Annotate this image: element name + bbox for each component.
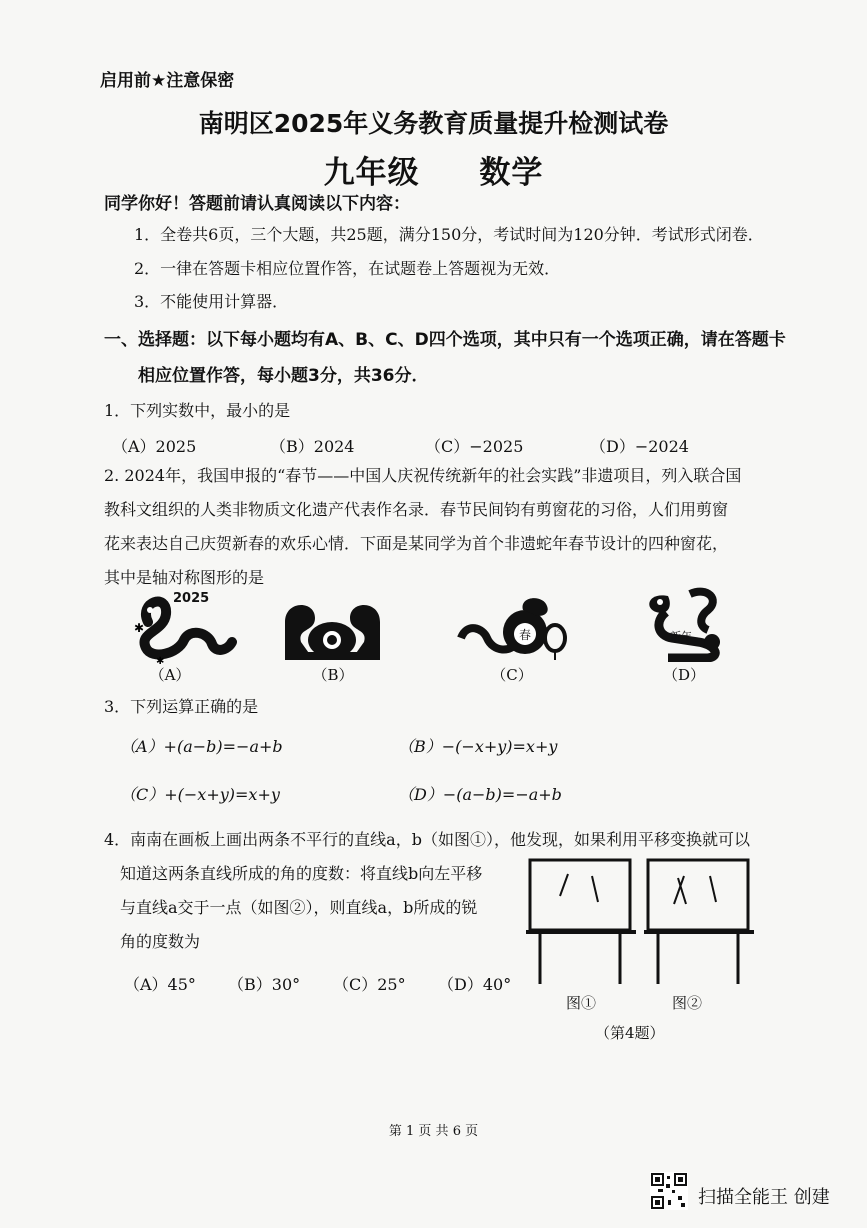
q3-option-a: （A）+(a−b)=−a+b <box>120 737 283 756</box>
figure-label-b: （B） <box>312 666 354 684</box>
q4-option-d: （D）40° <box>438 975 512 994</box>
q1-option-c: （C）−2025 <box>425 437 524 456</box>
question-2-line: 2. 2024年，我国申报的“春节——中国人庆祝传统新年的社会实践”非遗项目，列入联合国 <box>104 466 742 485</box>
confidential-mark: 启用前★注意保密 <box>100 71 235 91</box>
figure-d-characters: 新年 <box>670 630 692 643</box>
question-4-line: 4．南南在画板上画出两条不平行的直线a，b（如图①），他发现，如果利用平移变换就可以 <box>104 830 750 849</box>
q4-option-a: （A）45° <box>124 975 196 994</box>
figure-caption: （第4题） <box>595 1024 665 1042</box>
paper-cut-snake-b <box>275 592 390 664</box>
paper-cut-snake-c <box>453 592 573 664</box>
section-heading: 一、选择题：以下每小题均有A、B、C、D四个选项，其中只有一个选项正确，请在答题卡 <box>104 330 786 350</box>
greeting: 同学你好！答题前请认真阅读以下内容： <box>104 194 410 214</box>
subject-label: 数学 <box>479 155 544 191</box>
q1-option-d: （D）−2024 <box>590 437 689 456</box>
question-3-stem: 3．下列运算正确的是 <box>104 697 259 716</box>
q3-option-c: （C）+(−x+y)=x+y <box>120 785 280 804</box>
q3-option-b: （B）−(−x+y)=x+y <box>398 737 558 756</box>
easel-figure-1 <box>526 856 646 986</box>
question-4-line: 知道这两条直线所成的角的度数：将直线b向左平移 <box>120 864 483 883</box>
figure-year-label: 2025 <box>173 591 210 606</box>
q4-option-b: （B）30° <box>228 975 301 994</box>
figure-label-d: （D） <box>662 666 706 684</box>
exam-subtitle <box>0 147 867 192</box>
question-2-line: 教科文组织的人类非物质文化遗产代表作名录．春节民间钧有剪窗花的习俗，人们用剪窗 <box>104 500 729 519</box>
easel-figure-2 <box>644 856 764 986</box>
q1-option-b: （B）2024 <box>270 437 355 456</box>
figure-2-label: 图② <box>672 994 703 1012</box>
qr-code-icon <box>650 1172 688 1210</box>
figure-label-a: （A） <box>149 666 191 684</box>
figure-1-label: 图① <box>566 994 597 1012</box>
paper-cut-snake-d <box>638 586 733 662</box>
q1-option-a: （A）2025 <box>112 437 197 456</box>
notice-item: 1．全卷共6页，三个大题，共25题，满分150分，考试时间为120分钟．考试形式闭卷． <box>134 225 764 244</box>
notice-item: 3．不能使用计算器． <box>134 292 289 311</box>
exam-title: 南明区2025年义务教育质量提升检测试卷 <box>198 109 669 138</box>
q4-option-c: （C）25° <box>333 975 406 994</box>
svg-text:✱: ✱ <box>134 621 145 635</box>
question-4-line: 与直线a交于一点（如图②），则直线a，b所成的锐 <box>120 898 478 917</box>
figure-label-c: （C） <box>491 666 533 684</box>
figure-c-character: 春 <box>519 628 532 642</box>
notice-item: 2．一律在答题卡相应位置作答，在试题卷上答题视为无效． <box>134 259 561 278</box>
grade-label: 九年级 <box>323 155 420 191</box>
scanner-watermark: 扫描全能王 创建 <box>698 1187 830 1208</box>
question-4-line: 角的度数为 <box>120 932 201 951</box>
q3-option-d: （D）−(a−b)=−a+b <box>398 785 562 804</box>
svg-text:✱: ✱ <box>156 656 165 664</box>
question-2-line: 其中是轴对称图形的是 <box>104 568 265 587</box>
page-number: 第 1 页 共 6 页 <box>388 1124 479 1139</box>
section-heading-cont: 相应位置作答，每小题3分，共36分． <box>138 366 429 386</box>
question-1-stem: 1．下列实数中，最小的是 <box>104 401 291 420</box>
question-2-line: 花来表达自己庆贺新春的欢乐心情．下面是某同学为首个非遗蛇年春节设计的四种窗花， <box>104 534 729 553</box>
